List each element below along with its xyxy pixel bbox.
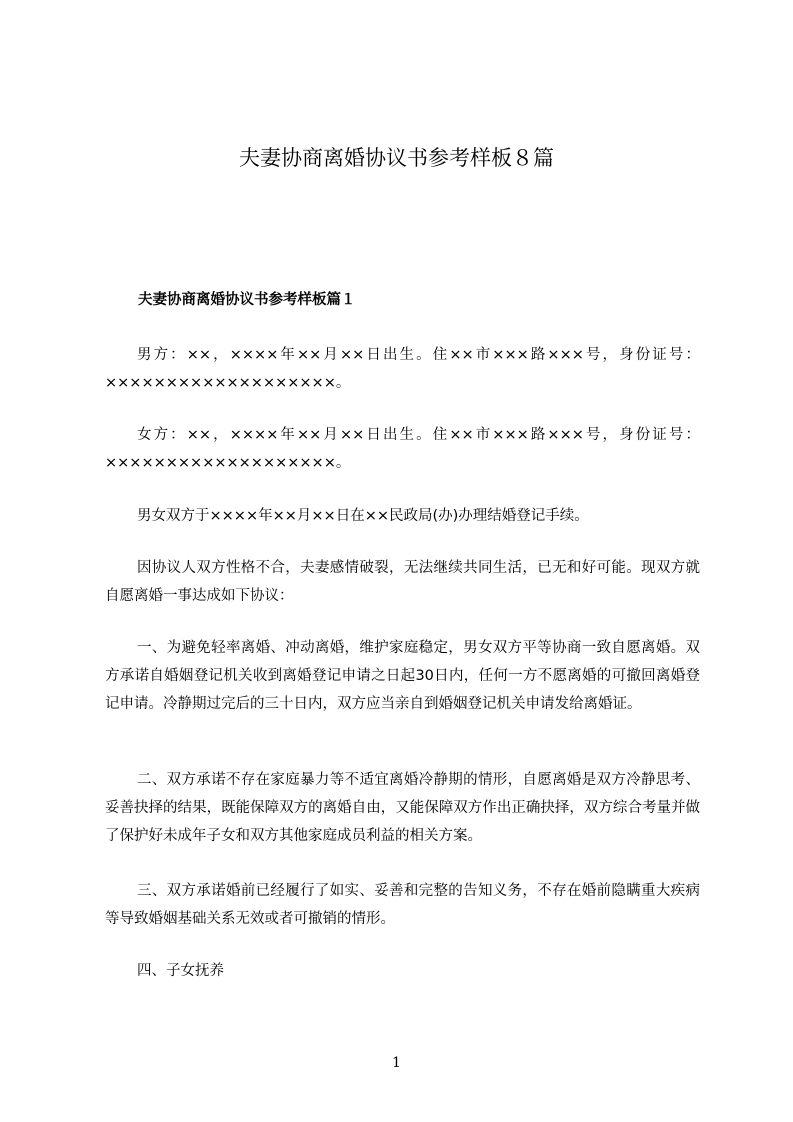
page-number: 1 — [392, 1055, 401, 1071]
paragraph-clause-4-heading: 四、子女抚养 — [137, 963, 224, 979]
paragraph-clause-2: 二、双方承诺不存在家庭暴力等不适宜离婚冷静期的情形，自愿离婚是双方冷静思考、妥善抉择的结果，既能保障双方的离婚自由，又能保障双方作出正确抉择，双方综合考量并做了保护好未成年子女和双方其他家庭成员利益的相关方案。 — [105, 772, 700, 844]
paragraph-husband-info: 男方：××，××××年××月××日出生。住××市×××路×××号，身份证号：×××××××××××××××××××。 — [105, 347, 700, 391]
paragraph-marriage-registration: 男女双方于××××年××月××日在××民政局(办)办理结婚登记手续。 — [137, 508, 589, 524]
paragraph-wife-info: 女方：××，××××年××月××日出生。住××市×××路×××号，身份证号：×××××××××××××××××××。 — [105, 427, 700, 471]
page-title: 夫妻协商离婚协议书参考样板８篇 — [239, 146, 554, 170]
paragraph-divorce-reason: 因协议人双方性格不合，夫妻感情破裂，无法继续共同生活，已无和好可能。现双方就自愿离婚一事达成如下协议： — [105, 560, 700, 604]
paragraph-clause-3: 三、双方承诺婚前已经履行了如实、妥善和完整的告知义务，不存在婚前隐瞒重大疾病等导致婚姻基础关系无效或者可撤销的情形。 — [105, 883, 700, 927]
section-heading: 夫妻协商离婚协议书参考样板篇１ — [138, 292, 356, 308]
paragraph-clause-1: 一、为避免轻率离婚、冲动离婚，维护家庭稳定，男女双方平等协商一致自愿离婚。双方承诺自婚姻登记机关收到离婚登记申请之日起30日内，任何一方不愿离婚的可撤回离婚登记申请。冷静期过完后的三十日内，双方应当亲自到婚姻登记机关申请发给离婚证。 — [105, 640, 700, 712]
